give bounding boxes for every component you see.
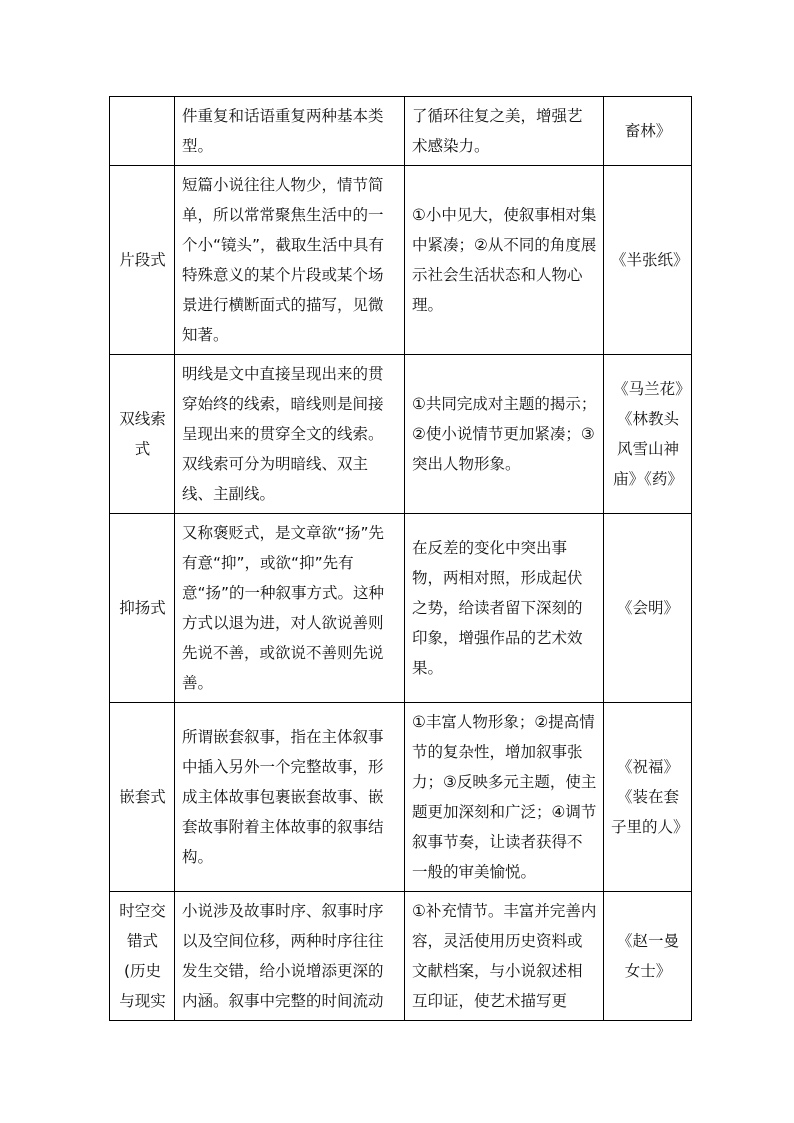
effect-cell: 了循环往复之美，增强艺术感染力。	[405, 97, 604, 166]
definition-cell: 件重复和话语重复两种基本类型。	[175, 97, 405, 166]
examples-cell: 《半张纸》	[604, 166, 692, 355]
structure-name-cell: 抑扬式	[110, 514, 175, 703]
narrative-structure-table	[109, 96, 692, 1021]
examples-cell: 《赵一曼女士》	[604, 892, 692, 1021]
table-row	[110, 355, 692, 514]
structure-name-cell	[110, 97, 175, 166]
effect-cell: ①小中见大，使叙事相对集中紧凑；②从不同的角度展示社会生活状态和人物心理。	[405, 166, 604, 355]
structure-name-cell: 片段式	[110, 166, 175, 355]
table-row	[110, 166, 692, 355]
table-row	[110, 892, 692, 1021]
definition-cell: 所谓嵌套叙事，指在主体叙事中插入另外一个完整故事，形成主体故事包裹嵌套故事、嵌套故事附着主体故事的叙事结构。	[175, 703, 405, 892]
structure-name-cell: 嵌套式	[110, 703, 175, 892]
structure-name-cell: 双线索式	[110, 355, 175, 514]
effect-cell: ①共同完成对主题的揭示；②使小说情节更加紧凑；③突出人物形象。	[405, 355, 604, 514]
effect-cell: ①补充情节。丰富并完善内容，灵活使用历史资料或文献档案，与小说叙述相互印证，使艺术描写更	[405, 892, 604, 1021]
definition-cell: 短篇小说往往人物少，情节简单，所以常常聚焦生活中的一个小“镜头”，截取生活中具有特殊意义的某个片段或某个场景进行横断面式的描写，见微知著。	[175, 166, 405, 355]
examples-cell: 《马兰花》《林教头风雪山神庙》《药》	[604, 355, 692, 514]
examples-cell: 畜林》	[604, 97, 692, 166]
table-row	[110, 703, 692, 892]
table-row	[110, 97, 692, 166]
effect-cell: ①丰富人物形象；②提高情节的复杂性，增加叙事张力；③反映多元主题，使主题更加深刻和广泛；④调节叙事节奏，让读者获得不一般的审美愉悦。	[405, 703, 604, 892]
table-row	[110, 514, 692, 703]
definition-cell: 明线是文中直接呈现出来的贯穿始终的线索，暗线则是间接呈现出来的贯穿全文的线索。双线索可分为明暗线、双主线、主副线。	[175, 355, 405, 514]
effect-cell: 在反差的变化中突出事物，两相对照，形成起伏之势，给读者留下深刻的印象，增强作品的艺术效果。	[405, 514, 604, 703]
examples-cell: 《祝福》《装在套子里的人》	[604, 703, 692, 892]
definition-cell: 小说涉及故事时序、叙事时序以及空间位移，两种时序往往发生交错，给小说增添更深的内涵。叙事中完整的时间流动	[175, 892, 405, 1021]
examples-cell: 《会明》	[604, 514, 692, 703]
structure-name-cell: 时空交错式(历史与现实	[110, 892, 175, 1021]
definition-cell: 又称褒贬式，是文章欲“扬”先有意“抑”，或欲“抑”先有意“扬”的一种叙事方式。这种方式以退为进，对人欲说善则先说不善，或欲说不善则先说善。	[175, 514, 405, 703]
